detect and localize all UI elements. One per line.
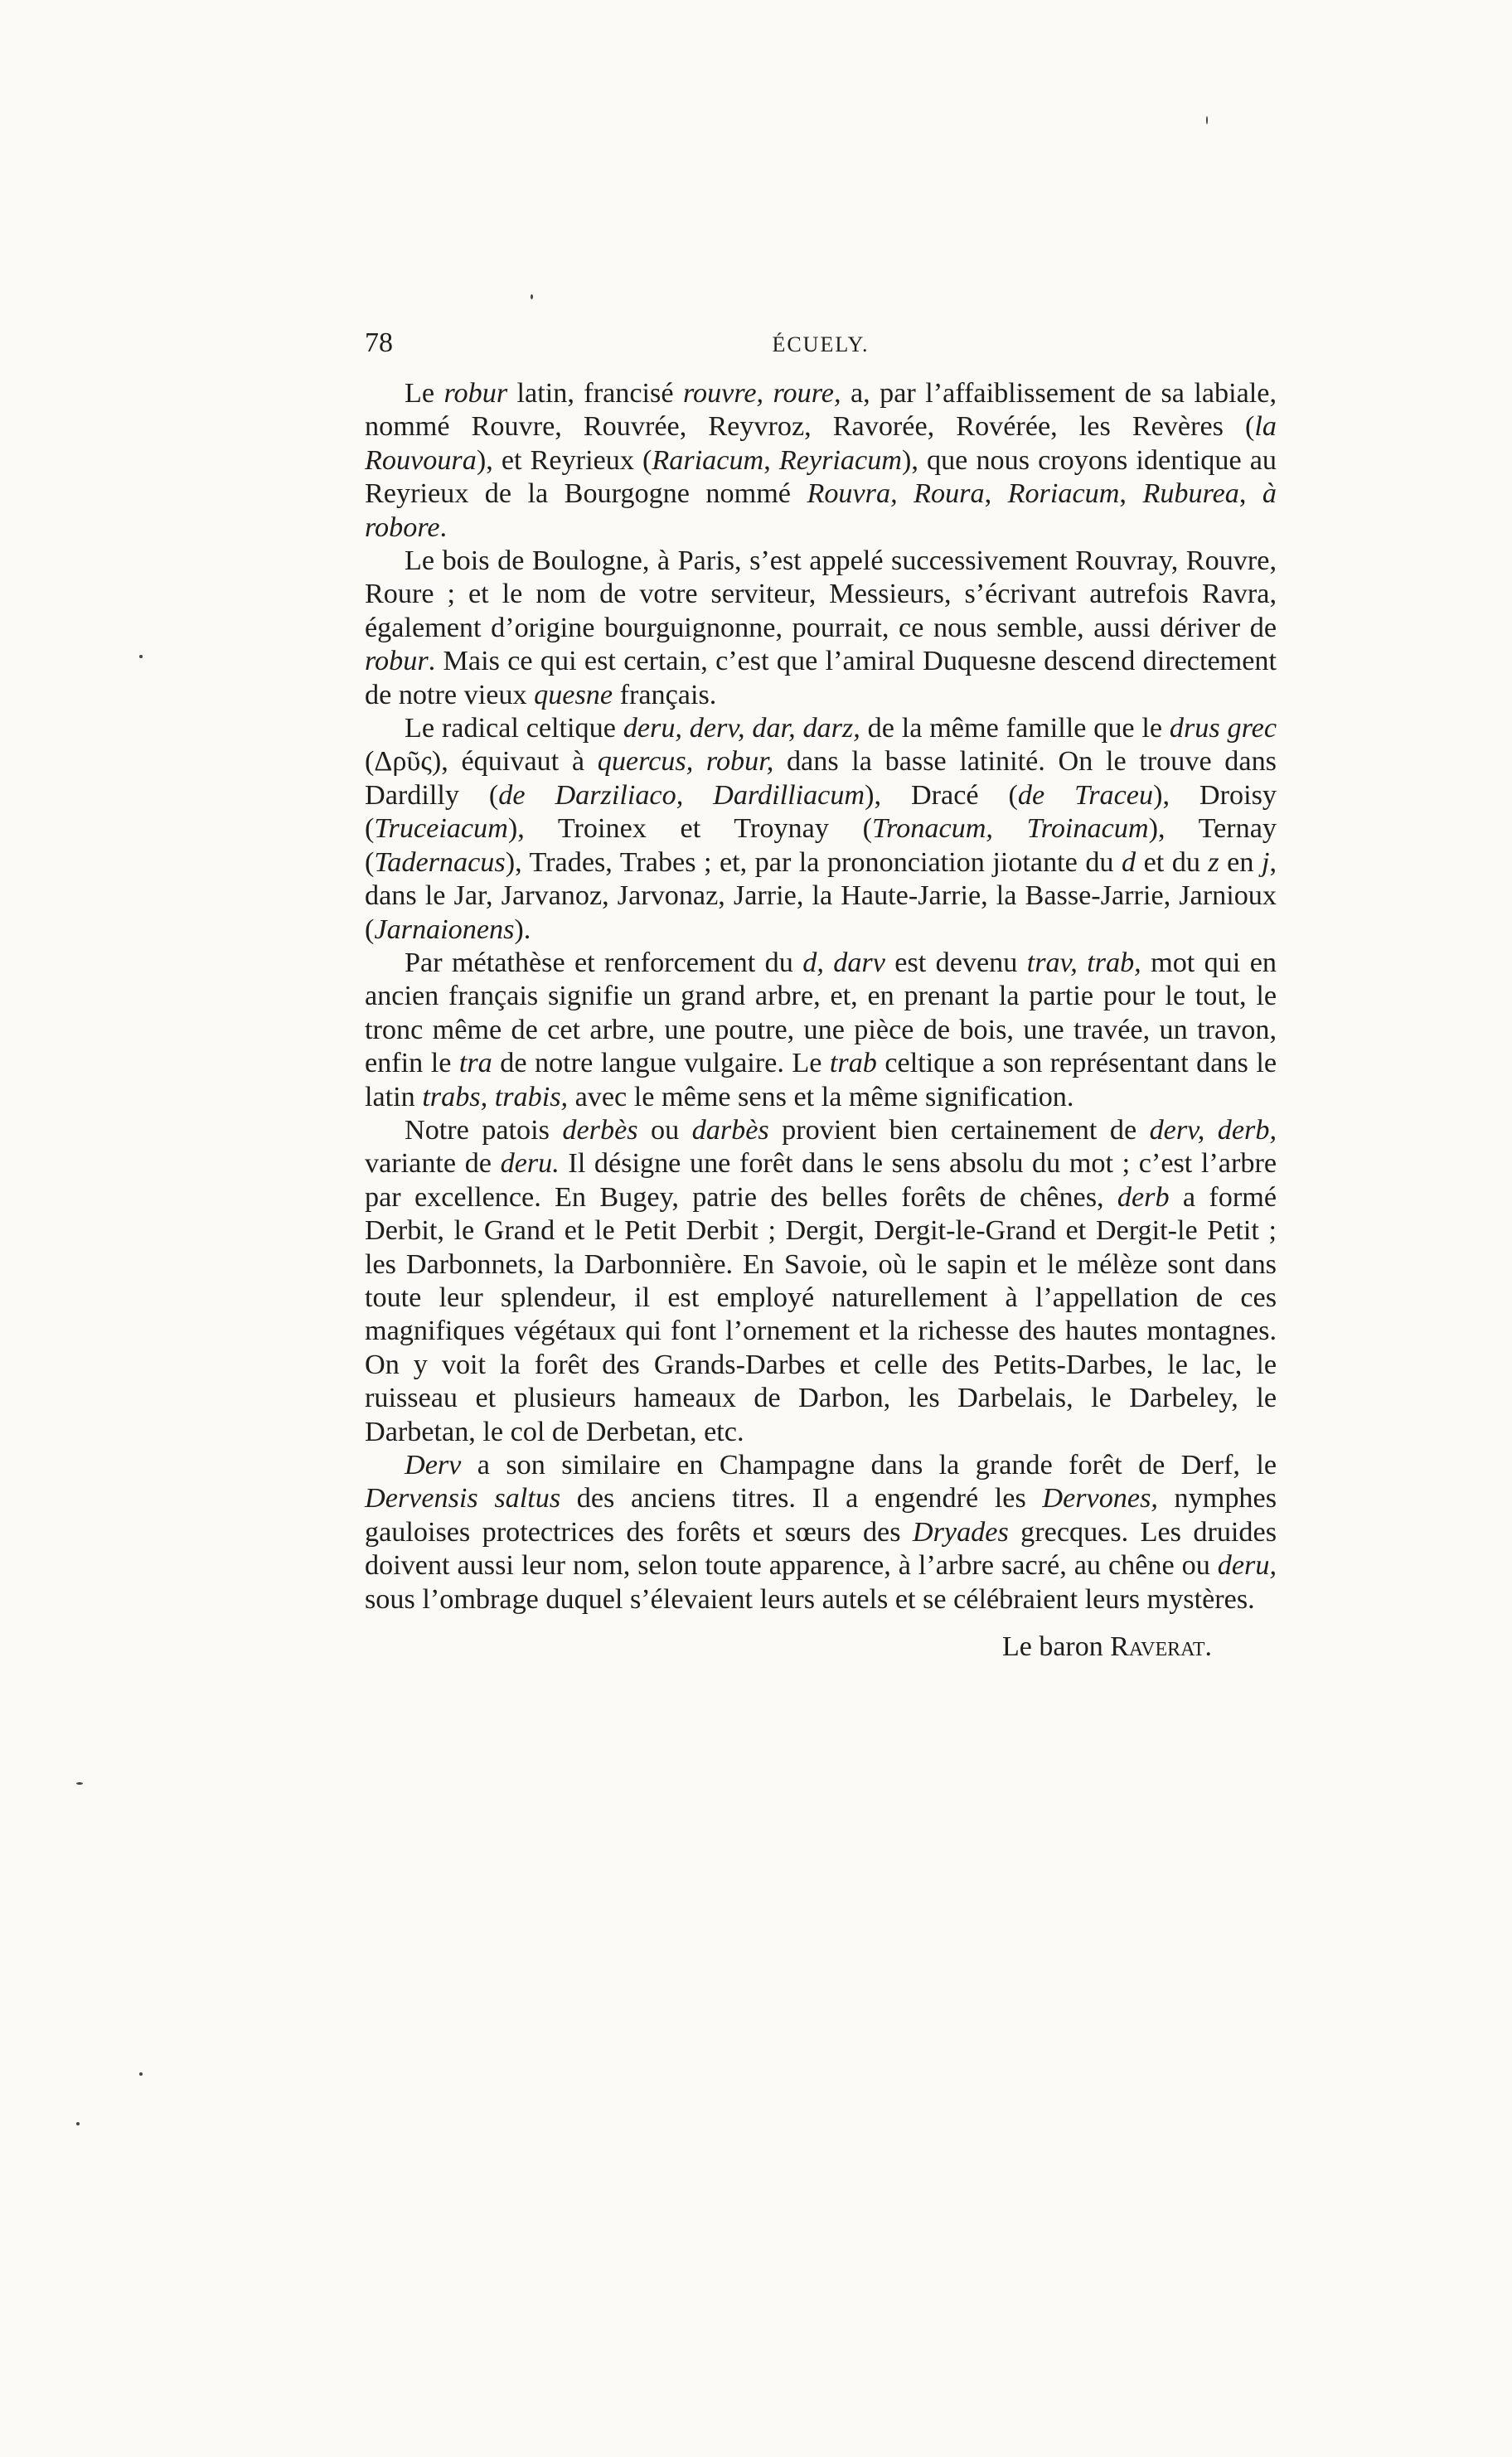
signature-prefix: Le baron: [1001, 1631, 1103, 1663]
text-run: [824, 947, 833, 978]
text-run: Il désigne une forêt dans le sens absolu du mot ; c’est l’arbre par excellence. En Bugey, patrie des belles forêts de chênes,: [365, 1148, 1277, 1213]
text-run: ), que nous croyons identique au Reyrieux de la Bourgogne nommé: [365, 444, 1277, 510]
text-run: . Mais ce qui est certain, c’est que l’amiral Duquesne descend directement de notre vieux: [365, 646, 1277, 710]
page-header: [365, 327, 1277, 366]
text-run: mot qui en ancien français signifie un grand arbre, et, en prenant la partie pour le tout, le tronc même de cet arbre, une poutre, une pièce de bois, une travée, un travon, enfin le: [365, 947, 1277, 1079]
italic-run: Dervensis saltus: [365, 1483, 561, 1514]
italic-run: Reyriacum: [778, 444, 902, 476]
text-run: ), Droisy (: [365, 779, 1277, 845]
text-run: sous l’ombrage duquel s’élevaient leurs autels et se célébraient leurs mystères.: [365, 1583, 1255, 1615]
italic-run: darbès: [691, 1114, 769, 1146]
italic-run: quercus, robur,: [597, 746, 774, 778]
italic-run: deru.: [500, 1148, 560, 1180]
italic-run: Ruburea: [1142, 478, 1239, 510]
text-run: a, par l’affaiblissement de sa labiale, nommé Rouvre, Rouvrée, Reyvroz, Ravorée, Rovérée, les Revères (: [365, 378, 1277, 443]
text-run: variante de: [365, 1148, 501, 1180]
text-run: Le: [405, 378, 444, 409]
text-run: nymphes gauloises protectrices des forêts et sœurs des: [365, 1483, 1277, 1548]
italic-run: robur: [443, 378, 508, 409]
italic-run: d,: [802, 947, 824, 978]
italic-run: Tadernacus: [374, 846, 506, 878]
signature: [365, 1631, 1277, 1663]
italic-run: trabs, trabis,: [422, 1081, 569, 1112]
text-run: grecques. Les druides doivent aussi leur nom, selon toute apparence, à l’arbre sacré, au chêne ou: [365, 1516, 1277, 1582]
italic-run: z: [1208, 846, 1219, 878]
text-run: (Δρῦς), équivaut à: [365, 746, 598, 778]
italic-run: trab: [829, 1048, 877, 1079]
italic-run: la Rouvoura: [365, 411, 1277, 476]
italic-run: j: [1261, 846, 1270, 878]
italic-run: Rariacum: [652, 444, 764, 476]
italic-run: derv, derb,: [1149, 1114, 1277, 1146]
italic-run: Tronacum, Troinacum: [872, 813, 1149, 845]
italic-run: quesne: [534, 679, 613, 710]
text-run: en: [1219, 846, 1262, 878]
text-run: .: [439, 511, 448, 543]
paragraph: [365, 712, 1277, 947]
text-run: français.: [613, 679, 717, 710]
text-run: ou: [637, 1114, 692, 1146]
text-run: est devenu: [884, 947, 1027, 978]
running-title: ÉCUELY.: [772, 332, 870, 356]
text-run: a son similaire en Champagne dans la grande forêt de Derf, le: [461, 1450, 1277, 1480]
italic-run: rouvre, roure,: [682, 378, 841, 409]
text-run: de notre langue vulgaire. Le: [492, 1048, 830, 1079]
italic-run: deru,: [1217, 1550, 1277, 1582]
italic-run: à robore: [365, 478, 1277, 543]
italic-run: deru, derv, dar, darz,: [623, 713, 860, 744]
body-text: [365, 377, 1277, 1616]
paragraph: [365, 1449, 1277, 1616]
text-run: de la même famille que le: [860, 713, 1170, 744]
italic-run: robur: [365, 646, 429, 677]
page-number: 78: [365, 327, 393, 358]
text-run: ,: [763, 444, 779, 476]
text-run: des anciens titres. Il a engendré les: [560, 1483, 1043, 1514]
italic-run: Dervones,: [1042, 1483, 1158, 1514]
text-run: Le radical celtique: [405, 713, 623, 744]
text-run: , dans le Jar, Jarvanoz, Jarvonaz, Jarrie, la Haute-Jarrie, la Basse-Jarrie, Jarnioux (: [365, 846, 1277, 945]
text-run: ,: [1238, 478, 1262, 510]
italic-run: d: [1122, 846, 1136, 878]
italic-run: Rouvra, Roura: [807, 478, 985, 510]
author-name: Raverat.: [1110, 1631, 1212, 1663]
text-run: ), Trades, Trabes ; et, par la prononciation jiotante du: [505, 846, 1122, 878]
italic-run: de Darziliaco, Dardilliacum: [498, 779, 865, 811]
text-run: provient bien certainement de: [768, 1114, 1150, 1146]
italic-run: trav, trab,: [1026, 947, 1141, 978]
text-run: ), Troinex et Troynay (: [507, 813, 873, 845]
text-run: a formé Derbit, le Grand et le Petit Derbit ; Dergit, Dergit-le-Grand et Dergit-le Petit ; les Darbonnets, la Darbonnière. En Savoie, où le sapin et le mélèze sont dans toute leur splendeur, il est employé naturellement à l’appellation de ces magnifiques végétaux qui font l’ornement et la richesse des hautes montagnes. On y voit la forêt des Grands-Darbes et celle des Petits-Darbes, le lac, le ruisseau et plusieurs hameaux de Darbon, les Darbelais, le Darbeley, le Darbetan, le col de Derbetan, etc.: [365, 1181, 1277, 1447]
paragraph: [365, 377, 1277, 545]
text-run: avec le même sens et la même signification.: [568, 1081, 1074, 1112]
italic-run: derbès: [562, 1114, 638, 1146]
italic-run: Roriacum: [1007, 478, 1120, 510]
paragraph: [365, 1114, 1277, 1449]
text-run: latin, francisé: [507, 378, 683, 409]
text-run: ), Dracé (: [865, 779, 1018, 811]
text-run: celtique a son représentant dans le latin: [365, 1048, 1277, 1112]
italic-run: de Traceu: [1017, 779, 1154, 811]
italic-run: Jarnaionens: [374, 914, 515, 945]
text-run: Notre patois: [405, 1114, 563, 1146]
text-run: ), Ternay (: [365, 813, 1277, 878]
text-run: ,: [1119, 478, 1143, 510]
italic-run: Dryades: [912, 1516, 1009, 1548]
text-run: ), et Reyrieux (: [476, 444, 652, 476]
book-page: [365, 327, 1277, 1663]
text-run: et du: [1136, 846, 1209, 878]
italic-run: derb: [1117, 1181, 1170, 1213]
italic-run: tra: [458, 1048, 492, 1079]
text-run: Le bois de Boulogne, à Paris, s’est appelé successivement Rouvray, Rouvre, Roure ; et le nom de votre serviteur, Messieurs, s’écrivant autrefois Ravra, également d’origine bourguignonne, pourrait, ce nous semble, aussi dériver de: [365, 545, 1277, 643]
italic-run: Truceiacum: [374, 813, 508, 845]
italic-run: Derv: [405, 1450, 462, 1480]
italic-run: darv: [833, 947, 885, 978]
paragraph: [365, 545, 1277, 712]
text-run: ,: [984, 478, 1008, 510]
text-run: Par métathèse et renforcement du: [405, 947, 803, 978]
italic-run: drus grec: [1169, 713, 1277, 744]
text-run: dans la basse latinité. On le trouve dans Dardilly (: [365, 746, 1277, 811]
text-run: ).: [514, 914, 531, 945]
paragraph: [365, 947, 1277, 1114]
